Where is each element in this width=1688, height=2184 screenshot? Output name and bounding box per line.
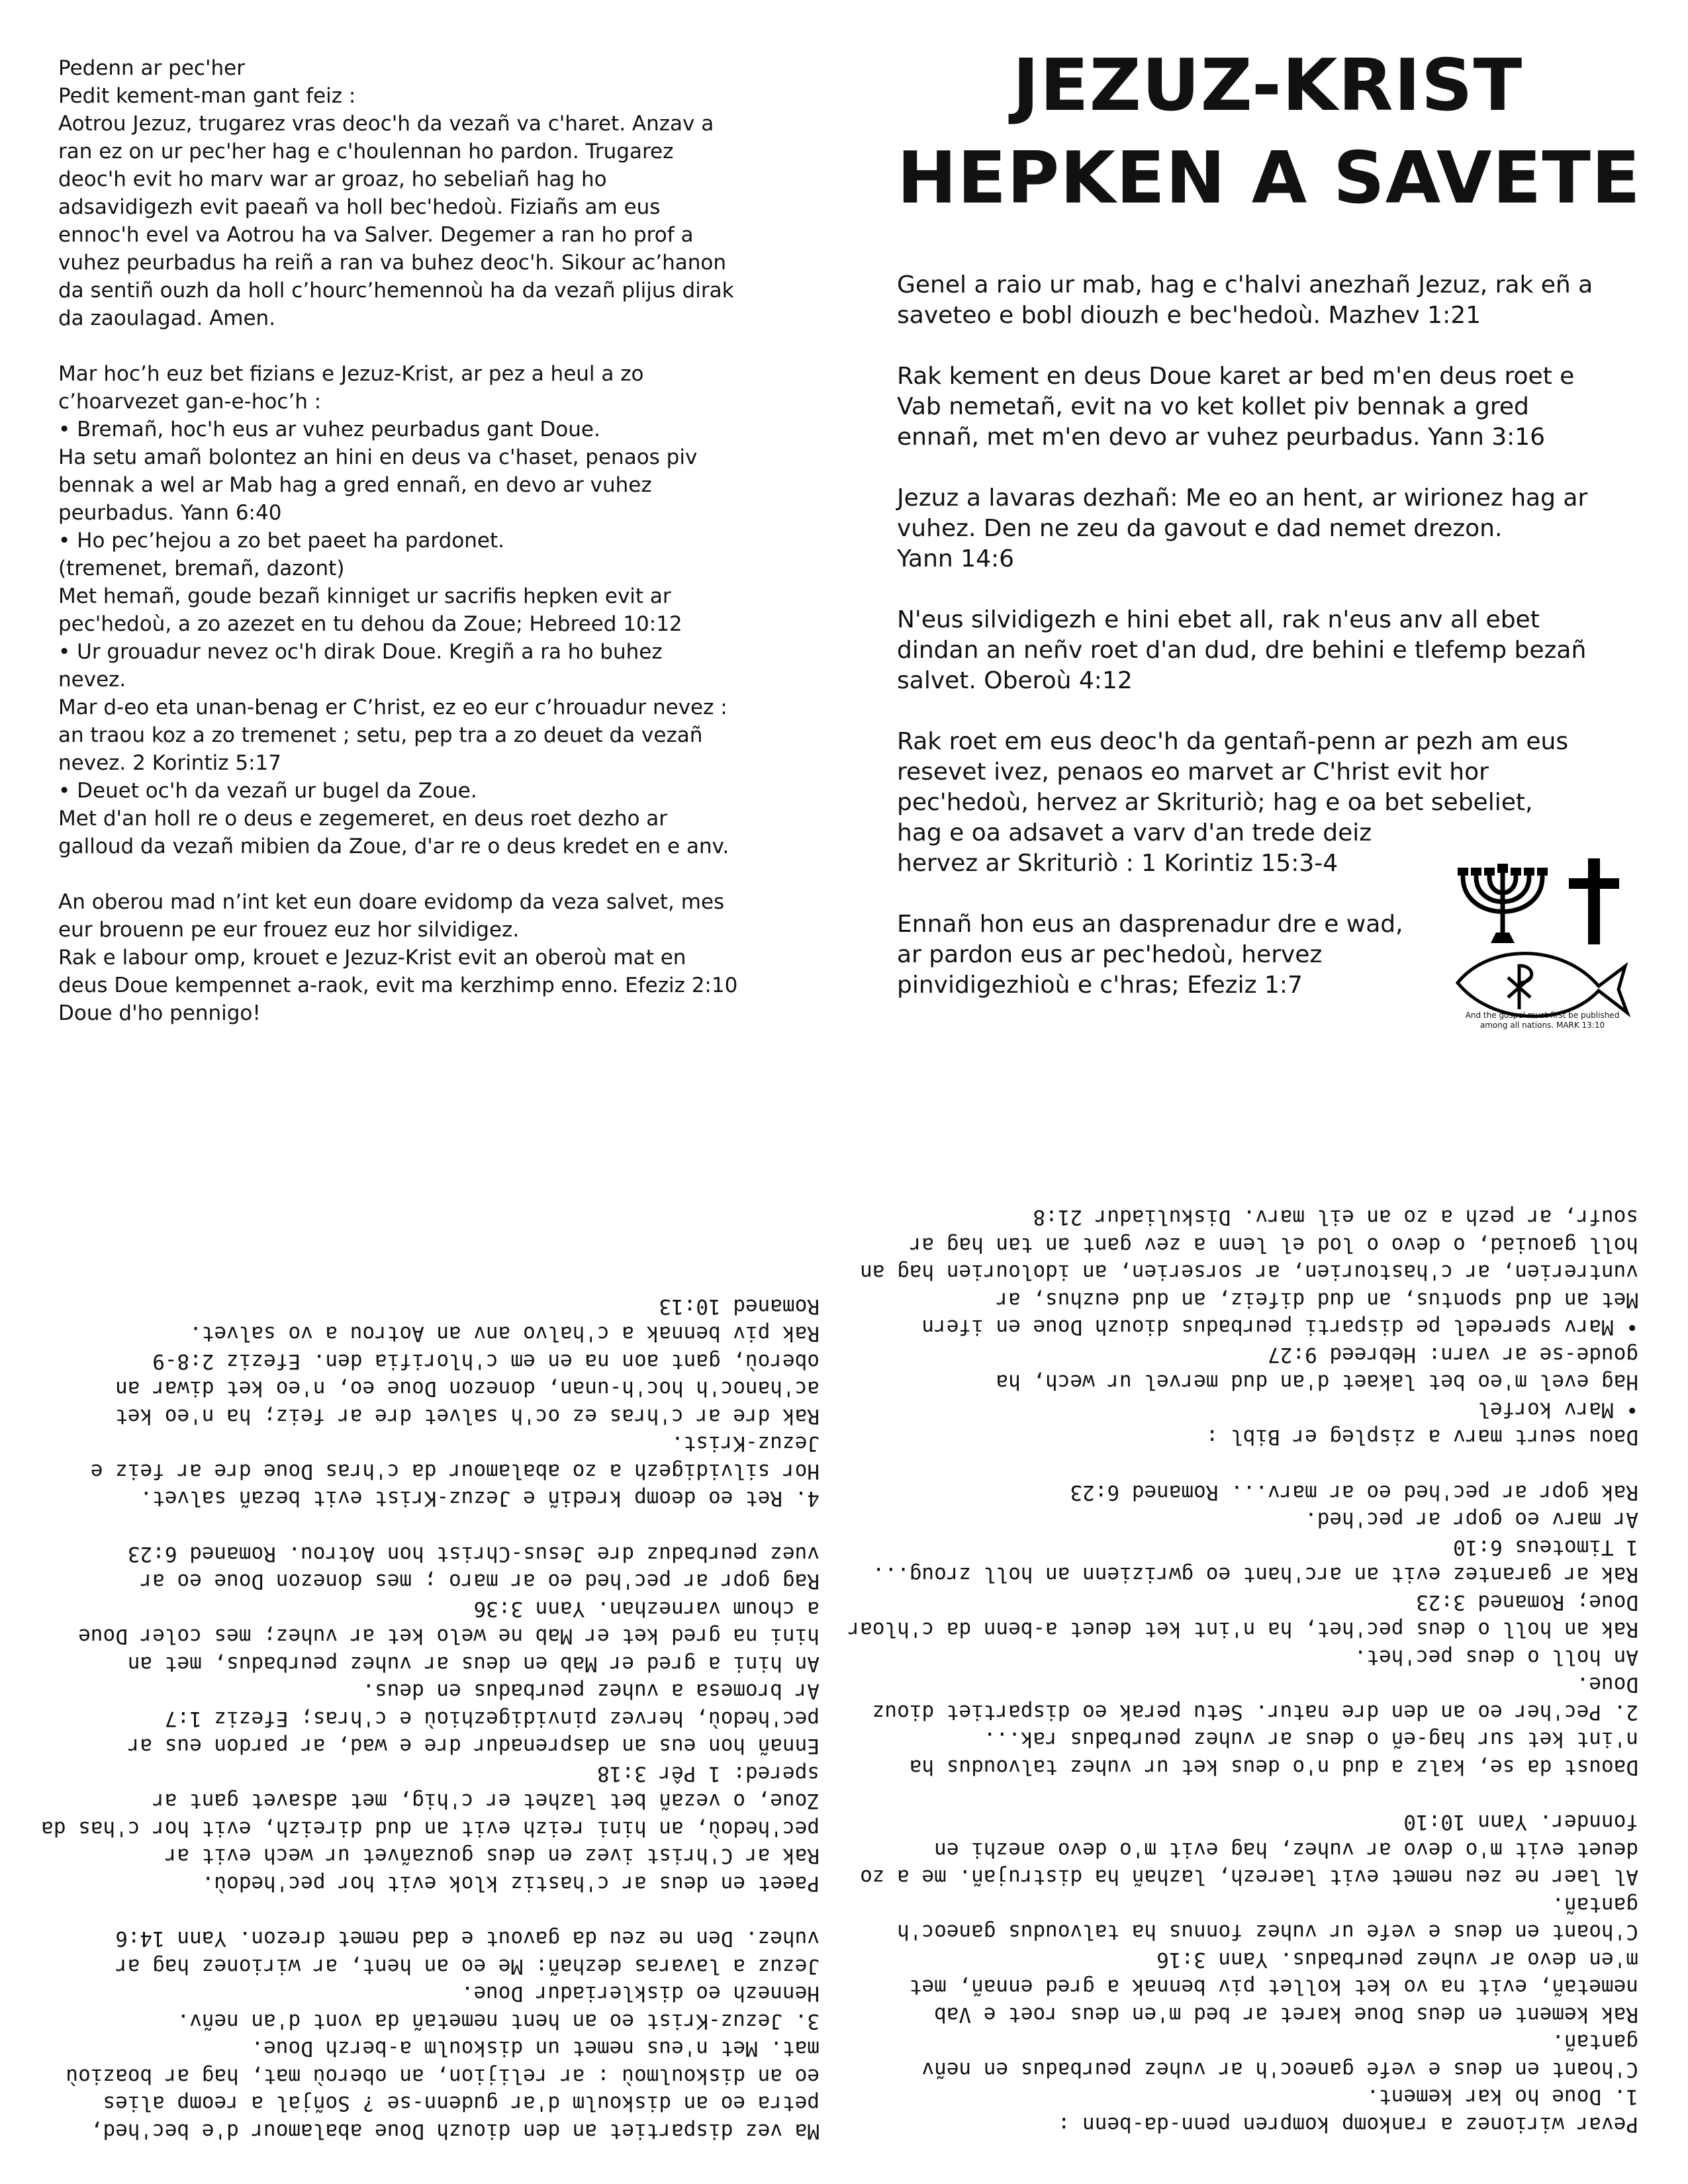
verse-line: dindan an neñv roet d'an dud, dre behini e tlefemp bezañ <box>897 637 1587 664</box>
truths-part-2-line: hini na gred ket er Mab ne welo ket ar vuhez; mes coler Doue <box>78 1624 820 1649</box>
verse-line: Jezuz a lavaras dezhañ: Me eo an hent, ar wirionez hag ar <box>897 484 1588 512</box>
truths-part-2-line: Zoue, o vezañ bet lazhet er c'hig, met adsavet gant ar <box>152 1789 820 1813</box>
verse-line: Yann 14:6 <box>897 545 1015 572</box>
prayer-line: da sentiñ ouzh da holl c’hourc’hemennoù ha da vezañ plijus dirak <box>58 279 734 302</box>
truths-part-1-line: • Marv speredel pe disparti peurbadus diouzh Doue en ifern <box>921 1315 1638 1340</box>
truths-part-1-line: Doue. <box>1576 1672 1638 1697</box>
truths-part-1-line: Rak an holl o deus pec'het, ha n'int ket deuet a-benn da c'hloar <box>847 1617 1638 1642</box>
truths-part-2-line: ac'hanoc'h hoc'h-unan, donezon Doue eo, n'eo ket diwar an <box>115 1377 820 1401</box>
prayer-line: Mar hoc’h euz bet fizians e Jezuz-Krist, ar pez a heul a zo <box>58 362 644 386</box>
truths-part-2-line: vuez peurbaduz dre Jesus-Christ hon Aotrou. Romaned 6:23 <box>127 1542 820 1566</box>
truths-part-2-line: Rag gopr ar pec'hed eo ar maro ; mes donezon Doue eo ar <box>140 1569 820 1594</box>
prayer-line: ran ez on ur pec'her hag e c'houlennan ho pardon. Trugarez <box>58 140 674 163</box>
truths-part-2-line: Paeet en deus ar c'hastiz klok evit hor pec'hedoù. <box>201 1872 820 1895</box>
prayer-line: Aotrou Jezuz, trugarez vras deoc'h da vezañ va c'haret. Anzav a <box>58 112 714 136</box>
paragraph-gap <box>890 1780 1638 1808</box>
prayer-line: galloud da vezañ mibien da Zoue, d'ar re o deus kredet en e anv. <box>58 835 729 858</box>
logo-caption-line-2: among all nations. MARK 13:10 <box>1479 1021 1605 1030</box>
truths-part-1-line: C'hoant en deus e vefe ganeoc'h ar vuhez peurbadus en neñv <box>921 2058 1638 2081</box>
truths-part-1-line: m'en devo ar vuhez peurbadus. Yann 3:16 <box>1156 1948 1638 1972</box>
prayer-section <box>58 54 820 1027</box>
truths-part-2-line: Jezuz a lavaras dezhañ: Me eo an hent, ar wirionez hag ar <box>115 1954 820 1978</box>
truths-part-1-line: Hag evel m'eo bet lakaet d'an dud mervel ur wech, ha <box>996 1370 1638 1394</box>
verse-line: Ennañ hon eus an dasprenadur dre e wad, <box>897 911 1403 938</box>
truths-part-1-line: 2. Pec'her eo an den dre natur. Setu perak eo dispartiet diouz <box>872 1700 1638 1724</box>
truths-part-1-line: Ar marv eo gopr ar pec'hed. <box>1305 1508 1638 1532</box>
truths-part-2-line: Rak ar C'hrist ivez en deus gouzañvet ur wech evit ar <box>164 1844 820 1868</box>
truths-part-1-line: Daou seurt marv a zispleg er Bibl : <box>1205 1425 1638 1449</box>
truths-part-2-line: mat. Met n'eus nemet un diskoulm a-berzh Doue. <box>251 2036 820 2061</box>
truths-part-1-line: gantañ. <box>1552 2030 1638 2054</box>
verse-line: salvet. Oberoù 4:12 <box>897 667 1133 694</box>
truths-part-2-line: Romaned 10:13 <box>659 1295 820 1318</box>
truths-part-1-line: Daoust da se, kalz a dud n'o deus ket ur vuhez talvoudus ha <box>909 1755 1638 1779</box>
prayer-line: adsavidigezh evit paeañ va holl bec'hedoù. Fiziañs am eus <box>58 195 661 219</box>
verse-line: Rak roet em eus deoc'h da gentañ-penn ar pezh am eus <box>897 728 1569 755</box>
prayer-line: Rak e labour omp, krouet e Jezuz-Krist evit an oberoù mat en <box>58 946 686 970</box>
paragraph-gap <box>58 1897 820 1925</box>
truths-part-1-line: nemetañ, evit na vo ket kollet piv bennak a gred ennañ, met <box>909 1975 1638 1999</box>
truths-part-1-line: Pevar wirionez a rankomp kompren penn-da-benn : <box>1057 2113 1638 2136</box>
verse-block <box>897 483 1638 574</box>
verse-line: ennañ, met m'en devo ar vuhez peurbadus. Yann 3:16 <box>897 424 1546 451</box>
prayer-line: Mar d-eo eta unan-benag er C’hrist, ez eo eur c’hrouadur nevez : <box>58 696 727 719</box>
verse-line: ar pardon eus ar pec'hedoù, hervez <box>897 941 1323 968</box>
truths-part-2-line: Hennezh eo diskleriadur Doue. <box>461 1981 820 2006</box>
prayer-line: peurbadus. Yann 6:40 <box>58 501 282 525</box>
truths-part-1-line: goude-se ar varn: Hebreed 9:27 <box>1268 1343 1638 1367</box>
truths-part-2-line: 3. Jezuz-Krist eo an hent nemetañ da vont d'an neñv. <box>177 2009 820 2033</box>
truths-part-2-line: Hor silvidigezh a zo abalamour da c'hras Doue dre ar feiz e <box>90 1459 820 1483</box>
verse-line: pinvidigezhioù e c'hras; Efeziz 1:7 <box>897 972 1303 999</box>
title-line-1: JEZUZ-KRIST <box>1012 44 1523 127</box>
prayer-line: nevez. <box>58 668 126 692</box>
truths-part-2-line: a choum varnezhan. Yann 3:36 <box>473 1597 820 1621</box>
truths-part-1-line: soufr, ar pezh a zo an eil marv. Diskuliadur 21:8 <box>1033 1205 1638 1230</box>
verse-line: Vab nemetañ, evit na vo ket kollet piv bennak a gred <box>897 393 1529 420</box>
truths-part-1-line: fonnder. Yann 10:10 <box>1403 1810 1638 1835</box>
four-truths-part-1 <box>847 1138 1638 2138</box>
truths-part-2-line: Ar bromesa a vuhez peurbadus en deus. <box>362 1679 820 1704</box>
truths-part-2-line: oberoù, gant aon na en em c'hlorifia den. Efeziz 2:8-9 <box>152 1349 820 1373</box>
prayer-line: Pedit kement-man gant feiz : <box>58 84 356 108</box>
prayer-line: Doue d'ho pennigo! <box>58 1001 261 1025</box>
truths-part-1-line: 1 Timoteus 6:10 <box>1453 1535 1638 1559</box>
verse-line: Rak kement en deus Doue karet ar bed m'en deus roet e <box>897 363 1575 390</box>
truths-part-2-line: 4. Ret eo deomp krediñ e Jezuz-Krist evit bezañ salvet. <box>140 1486 820 1511</box>
truths-part-1-line: 1. Doue ho kar kement. <box>1366 2085 1638 2109</box>
truths-part-2-line: Ma vez dispartiet an den diouzh Doue abalamour d'e bec'hed, <box>90 2119 820 2143</box>
paragraph-gap <box>58 860 820 888</box>
truths-part-2-line: An hini a gred er Mab en deus ar vuhez peurbadus, met an <box>127 1652 820 1676</box>
prayer-line: • Ur grouadur nevez oc'h dirak Doue. Kregiñ a ra ho buhez <box>58 640 663 664</box>
prayer-line: deus Doue kempennet a-raok, evit ma kerzhimp enno. Efeziz 2:10 <box>58 974 738 997</box>
four-truths-part-2 <box>41 1211 820 2144</box>
truths-part-2-line: Ennañ hon eus an dasprenadur dre e wad, ar pardon eus ar <box>127 1734 820 1758</box>
prayer-line: (tremenet, bremañ, dazont) <box>58 557 345 580</box>
truths-part-2-line: spered: 1 Pêr 3:18 <box>597 1762 820 1786</box>
truths-part-2-line: pec'hedoù, hervez pinvidigezhioù e c'hras; Efeziz 1:7 <box>164 1707 820 1731</box>
truths-part-2-line: Rak piv bennak a c'halvo anv an Aotrou a vo salvet. <box>189 1322 820 1346</box>
verse-block <box>897 605 1638 696</box>
truths-part-1-line: Doue; Romaned 3:23 <box>1416 1590 1638 1614</box>
prayer-line: bennak a wel ar Mab hag a gred ennañ, en devo ar vuhez <box>58 473 652 497</box>
prayer-line: pec'hedoù, a zo azezet en tu dehou da Zoue; Hebreed 10:12 <box>58 612 682 636</box>
prayer-line: nevez. 2 Korintiz 5:17 <box>58 751 281 775</box>
truths-part-2-line: pec'hedoù, an hini reizh evit an dud direizh, evit hor c'has da <box>41 1817 820 1841</box>
page-title <box>897 40 1641 225</box>
verse-line: pec'hedoù, hervez ar Skrituriò; hag e oa bet sebeliet, <box>897 789 1533 816</box>
verse-line: hervez ar Skrituriò : 1 Korintiz 15:3-4 <box>897 850 1338 877</box>
verse-line: Genel a raio ur mab, hag e c'halvi anezhañ Jezuz, rak eñ a <box>897 271 1593 298</box>
truths-part-1-line: holl gaouiad, o devo o lod el lenn a zev gant an tan hag ar <box>909 1233 1638 1257</box>
prayer-line: • Deuet oc'h da vezañ ur bugel da Zoue. <box>58 779 477 803</box>
prayer-line: vuhez peurbadus ha reiñ a ran va buhez deoc'h. Sikour ac’hanon <box>58 251 726 275</box>
truths-part-2-line: vuhez. Den ne zeu da gavout e dad nemet drezon. Yann 14:6 <box>115 1927 820 1951</box>
prayer-line: • Bremañ, hoc'h eus ar vuhez peurbadus gant Doue. <box>58 418 600 441</box>
prayer-line: deoc'h evit ho marv war ar groaz, ho sebeliañ hag ho <box>58 167 607 191</box>
prayer-line: eur brouenn pe eur frouez euz hor silvidigez. <box>58 918 520 942</box>
truths-part-1-line: C'hoant en deus e vefe ur vuhez fonnus ha talvoudus ganeoc'h <box>897 1920 1638 1944</box>
truths-part-1-line: vuntrerien, ar c'hastourien, ar sorserien, an idolourien hag an <box>860 1260 1638 1285</box>
truths-part-2-line: petra eo an diskoulm d'ar gudenn-se ? Soñjal a reomp alies <box>103 2091 820 2116</box>
truths-part-2-line: Jezuz-Krist. <box>671 1432 820 1456</box>
truths-part-1-line: Rak gopr ar pec'hed eo ar marv... Romaned 6:23 <box>1070 1480 1638 1504</box>
prayer-line: Ha setu amañ bolontez an hini en deus va c'haset, penaos piv <box>58 445 698 469</box>
prayer-line: Met d'an holl re o deus e zegemeret, en deus roet dezho ar <box>58 807 668 831</box>
prayer-line: • Ho pec’hejou a zo bet paeet ha pardonet. <box>58 529 504 553</box>
prayer-line: Met hemañ, goude bezañ kinniget ur sacrifis hepken evit ar <box>58 584 671 608</box>
prayer-line: c’hoarvezet gan-e-hoc’h : <box>58 390 322 414</box>
verse-block <box>897 270 1638 331</box>
verse-line: vuhez. Den ne zeu da gavout e dad nemet drezon. <box>897 515 1503 542</box>
truths-part-2-line: eo an diskoulmoù : ar relijion, an oberoù mat, hag ar boazioù <box>66 2064 820 2088</box>
verse-line: saveteo e bobl diouzh e bec'hedoù. Mazhev 1:21 <box>897 302 1481 329</box>
truths-part-1-line: Al laer ne zeu nemet evit laerezh, lazhañ ha distrujañ. me a zo <box>860 1865 1638 1889</box>
truths-part-1-line: An holl o deus pec'het. <box>1354 1645 1638 1669</box>
truths-part-2-line: Rak dre ar c'hras ez oc'h salvet dre ar feiz; ha n'eo ket <box>115 1404 820 1428</box>
truths-part-1-line: n'int ket sur hag-eñ o deus ar vuhez peurbadus rak... <box>983 1727 1638 1752</box>
paragraph-gap <box>890 1451 1638 1479</box>
paragraph-gap <box>58 332 820 360</box>
prayer-line: an traou koz a zo tremenet ; setu, pep tra a zo deuet da vezañ <box>58 723 703 747</box>
truths-part-1-line: Met an dud spontus, an dud difeiz, an dud euzhus, ar <box>996 1288 1638 1312</box>
title-line-2: HEPKEN A SAVETE <box>897 137 1641 220</box>
verse-line: resevet ivez, penaos eo marvet ar C'hrist evit hor <box>897 758 1489 786</box>
truths-part-1-line: gantañ. <box>1552 1893 1638 1917</box>
prayer-line: ennoc'h evel va Aotrou ha va Salver. Degemer a ran ho prof a <box>58 223 694 247</box>
truths-part-1-line: Rak ar garantez evit an arc'hant eo gwrizienn an holl zroug... <box>872 1563 1638 1587</box>
verse-block <box>897 361 1638 453</box>
logo-caption <box>1440 1011 1645 1030</box>
truths-part-1-line: deuet evit m'o devo ar vuhez, hag evit m'o devo anezhi en <box>934 1838 1638 1862</box>
logo-caption-line-1: And the gospel must first be published <box>1465 1011 1620 1020</box>
verse-line: hag e oa adsavet a varv d'an trede deiz <box>897 819 1372 846</box>
paragraph-gap <box>58 1512 820 1540</box>
verse-line: N'eus silvidigezh e hini ebet all, rak n'eus anv all ebet <box>897 606 1540 633</box>
truths-part-1-line: Rak kement en deus Doue karet ar bed m'en deus roet e Vab <box>934 2003 1638 2026</box>
truths-part-1-line: • Marv korfel <box>1477 1398 1638 1422</box>
prayer-line: Pedenn ar pec'her <box>58 56 245 80</box>
prayer-line: An oberou mad n’int ket eun doare evidomp da veza salvet, mes <box>58 890 725 914</box>
prayer-line: da zaoulagad. Amen. <box>58 306 276 330</box>
